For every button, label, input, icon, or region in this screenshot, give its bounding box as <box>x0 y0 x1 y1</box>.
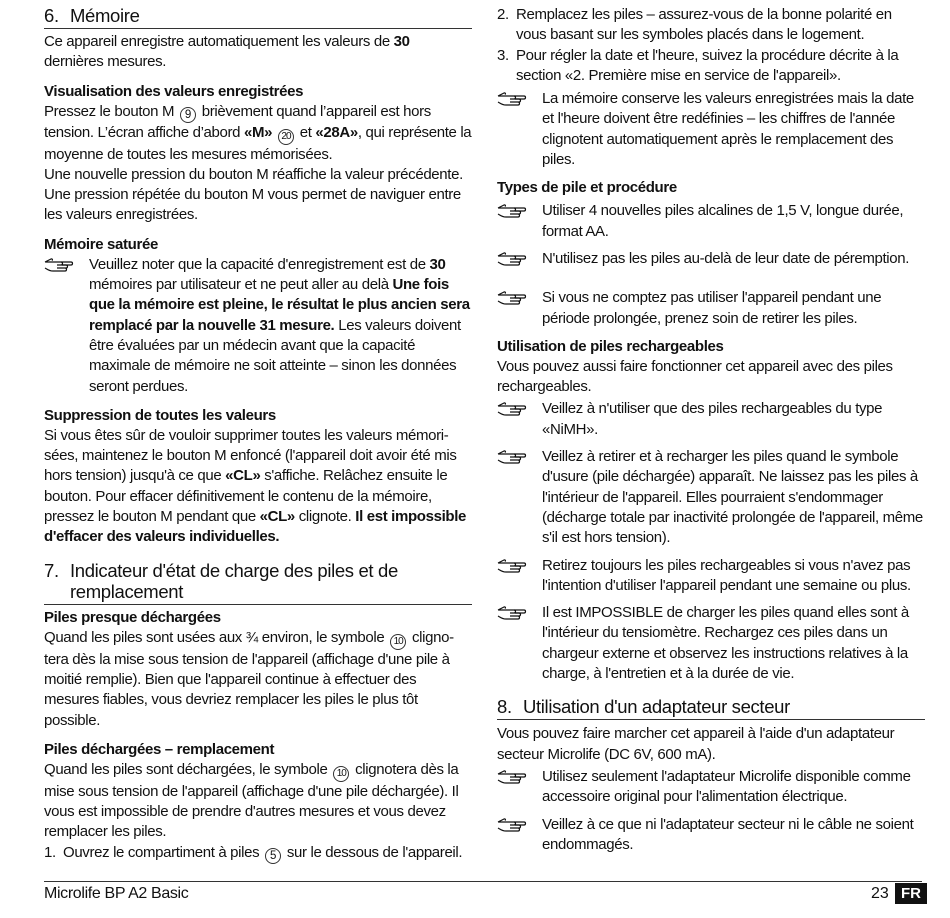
view-values-heading: Visualisation des valeurs enregistrées <box>44 82 304 100</box>
step-1: 1. Ouvrez le compartiment à piles 5 sur le dessous de l'appareil. <box>44 843 463 862</box>
callout-10: 10 <box>390 634 406 650</box>
callout-10: 10 <box>333 766 349 782</box>
memory-full-note: Veuillez noter que la capacité d'enregistrement est de 30 mémoires par utilisateur et ne peut aller au delà Une fois que la mémoire est pleine, le résultat le plus ancien sera remplacé par la nouvelle 31 mesure. Les valeurs doivent être évaluées par un médecin avant que la capacité maximale de mémoire ne soit atteinte – sinon les données seront perdues. <box>44 255 472 397</box>
low-battery-heading: Piles presque déchargées <box>44 608 221 626</box>
rechargeable-note-1: Veillez à n'utiliser que des piles rechargeables du type «NiMH». <box>497 399 925 440</box>
empty-battery-heading: Piles déchargées – remplacement <box>44 740 275 758</box>
pointing-hand-icon <box>497 769 527 785</box>
battery-type-note-2: N'utilisez pas les piles au-delà de leur date de péremption. <box>497 249 925 269</box>
memory-full-heading: Mémoire saturée <box>44 235 158 253</box>
section-7-heading: 7. Indicateur d'état de charge des piles et de remplacement <box>44 560 472 605</box>
pointing-hand-icon <box>497 290 527 306</box>
adapter-note-2: Veillez à ce que ni l'adaptateur secteur ni le câble ne soient endommagés. <box>497 815 925 856</box>
rechargeable-intro: Vous pouvez aussi faire fonctionner cet appareil avec des piles rechargeables. <box>497 357 893 396</box>
rechargeable-note-4: Il est IMPOSSIBLE de charger les piles quand elles sont à l'intérieur du tensiomètre. Rechargez ces piles dans un chargeur externe et observez les instructions relatives à la charge, à l'entretien et à la durée de vie. <box>497 603 925 684</box>
footer-divider <box>44 881 922 882</box>
step-3: 3. Pour régler la date et l'heure, suivez la procédure décrite à la section «2. Première mise en service de l'appareil». <box>497 46 899 84</box>
right-column <box>497 5 925 855</box>
language-badge: FR <box>895 883 927 904</box>
delete-all-text: Si vous êtes sûr de vouloir supprimer toutes les valeurs mémori-sées, maintenez le bouton M enfoncé (l'appareil doit avoir été mis hors tension) jusqu'à ce que «CL» s'affiche. Relâchez ensuite le bouton. Pour effacer définitivement le contenu de la mémoire, pressez le bouton M pendant que «CL» clignote. Il est impossible d'effacer des valeurs individuelles. <box>44 426 467 546</box>
pointing-hand-icon <box>497 449 527 465</box>
delete-all-heading: Suppression de toutes les valeurs <box>44 406 276 424</box>
pointing-hand-icon <box>497 203 527 219</box>
section-6-heading: 6. Mémoire <box>44 5 472 29</box>
pointing-hand-icon <box>497 251 527 267</box>
empty-battery-text: Quand les piles sont déchargées, le symbole 10 clignotera dès la mise sous tension de l'appareil (affichage d'une pile déchargée). Il vous est impossible de prendre d'autres mesures et vous devez remplacer les piles. <box>44 760 459 841</box>
pointing-hand-icon <box>44 257 74 273</box>
memory-kept-note: La mémoire conserve les valeurs enregistrées mais la date et l'heure doivent être redéfinies – les chiffres de l'année clignotent automatiquement après le remplacement des piles. <box>497 89 925 170</box>
battery-type-note-1: Utiliser 4 nouvelles piles alcalines de 1,5 V, longue durée, format AA. <box>497 201 925 242</box>
adapter-note-1: Utilisez seulement l'adaptateur Microlife disponible comme accessoire original pour l'alimentation électrique. <box>497 767 925 808</box>
pointing-hand-icon <box>497 91 527 107</box>
rechargeable-heading: Utilisation de piles rechargeables <box>497 337 724 355</box>
memory-intro: Ce appareil enregistre automatiquement les valeurs de 30 dernières mesures. <box>44 33 410 71</box>
adapter-intro: Vous pouvez faire marcher cet appareil à l'aide d'un adaptateur secteur Microlife (DC 6V, 600 mA). <box>497 725 895 763</box>
rechargeable-note-2: Veillez à retirer et à recharger les piles quand le symbole d'usure (pile déchargée) apparaît. Ne laissez pas les piles à l'intérieur de l'appareil. Elles pourraient s'endommager (décharge totale par inactivité prolongée de l'appareil, même s'il est hors tension). <box>497 447 925 548</box>
callout-5: 5 <box>265 848 281 864</box>
footer-product-name: Microlife BP A2 Basic <box>44 885 189 902</box>
section-8-heading: 8. Utilisation d'un adaptateur secteur <box>497 696 925 720</box>
view-values-text-2: Une nouvelle pression du bouton M réaffiche la valeur précédente. Une pression répétée du bouton M vous permet de naviguer entre les valeurs enregistrées. <box>44 165 463 224</box>
pointing-hand-icon <box>497 401 527 417</box>
rechargeable-note-3: Retirez toujours les piles rechargeables si vous n'avez pas l'intention d'utiliser l'appareil pendant une semaine ou plus. <box>497 556 925 597</box>
pointing-hand-icon <box>497 558 527 574</box>
pointing-hand-icon <box>497 605 527 621</box>
pointing-hand-icon <box>497 817 527 833</box>
callout-20: 20 <box>278 129 294 145</box>
step-2: 2. Remplacez les piles – assurez-vous de la bonne polarité en vous basant sur les symboles placés dans le logement. <box>497 6 892 44</box>
low-battery-text: Quand les piles sont usées aux ¾ environ, le symbole 10 cligno-tera dès la mise sous tension de l'appareil (affichage d'une pile à moitié remplie). Bien que l'appareil continue à effectuer des mesures fiables, vous devriez remplacer les piles le plus tôt possible. <box>44 628 454 729</box>
battery-types-heading: Types de pile et procédure <box>497 179 677 197</box>
view-values-text: Pressez le bouton M 9 brièvement quand l’appareil est hors tension. L’écran affiche d’abord «M» 20 et «28A», qui représente la moyenne de toutes les mesures mémorisées. <box>44 102 472 163</box>
left-column <box>44 0 472 864</box>
page-number: 23 <box>871 885 889 902</box>
callout-9: 9 <box>180 107 196 123</box>
battery-type-note-3: Si vous ne comptez pas utiliser l'appareil pendant une période prolongée, prenez soin de retirer les piles. <box>497 288 925 329</box>
